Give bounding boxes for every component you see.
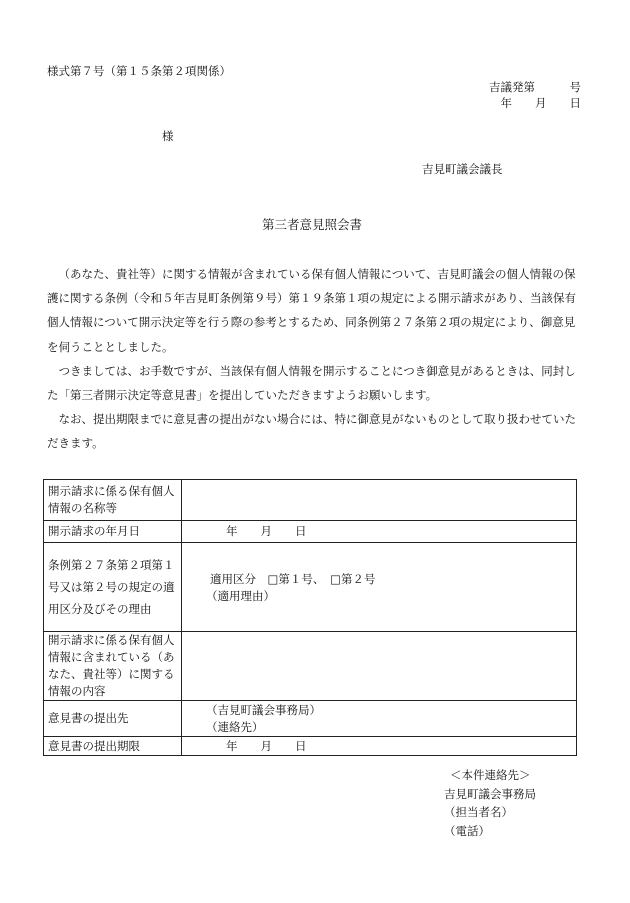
submission-deadline-value: 年 月 日 [182,737,577,756]
contact-person: （担当者名） [444,805,513,819]
submission-deadline-label: 意見書の提出期限 [44,737,182,756]
table-row [44,521,577,543]
table-row [44,480,577,521]
personal-info-name-label: 開示請求に係る保有個人情報の名称等 [44,480,182,521]
sender: 吉見町議会議長 [422,162,503,176]
category-checkboxes: 適用区分 □第１号、 □第２号 [210,572,376,586]
destination-contact: （連絡先） [206,719,264,734]
table-row [44,701,577,737]
document-number: 吉議発第 号 [489,80,581,94]
document-title: 第三者意見照会書 [262,217,363,232]
paragraph-3: なお、提出期限までに意見書の提出がない場合には、特に御意見がないものとして取り扱わせていただきます。 [47,412,576,451]
table-row [44,543,577,632]
submission-destination-value [182,701,577,737]
paragraph-1: （あなた、貴社等）に関する情報が含まれている保有個人情報について、吉見町議会の個人情報の保護に関する条例（令和５年吉見町条例第９号）第１９条第１項の規定による開示請求があり、当該保有個人情報について開示決定等を行う際の参考とするため、同条例第２７条第２項の規定により、御意見を伺うこととしました。 [47,267,576,354]
addressee: 様 [162,129,174,143]
request-date-value: 年 月 日 [182,521,577,543]
body-text [47,262,584,456]
contact-phone: （電話） [444,823,490,838]
table-row [44,632,577,701]
issue-date: 年 月 日 [500,96,581,110]
applicable-category-label: 条例第２７条第２項第１号又は第２号の規定の適用区分及びその理由 [44,543,182,632]
submission-destination-label: 意見書の提出先 [44,701,182,737]
table-row [44,737,577,756]
form-number: 様式第７号（第１５条第２項関係） [47,64,231,78]
info-content-value [182,632,577,701]
contact-block [444,766,536,840]
contact-office: 吉見町議会事務局 [444,786,536,801]
info-content-label: 開示請求に係る保有個人情報に含まれている（あなた、貴社等）に関する情報の内容 [44,632,182,701]
inquiry-table [43,479,577,756]
applicable-category-value [182,543,577,632]
request-date-label: 開示請求の年月日 [44,521,182,543]
personal-info-name-value [182,480,577,521]
destination-office: （吉見町議会事務局） [206,702,321,717]
paragraph-2: つきましては、お手数ですが、当該保有個人情報を開示することにつき御意見があるときは、同封した「第三者開示決定等意見書」を提出していただきますようお願いします。 [47,363,576,403]
reason-label: （適用理由） [206,589,275,603]
contact-heading: ＜本件連絡先＞ [450,768,531,782]
